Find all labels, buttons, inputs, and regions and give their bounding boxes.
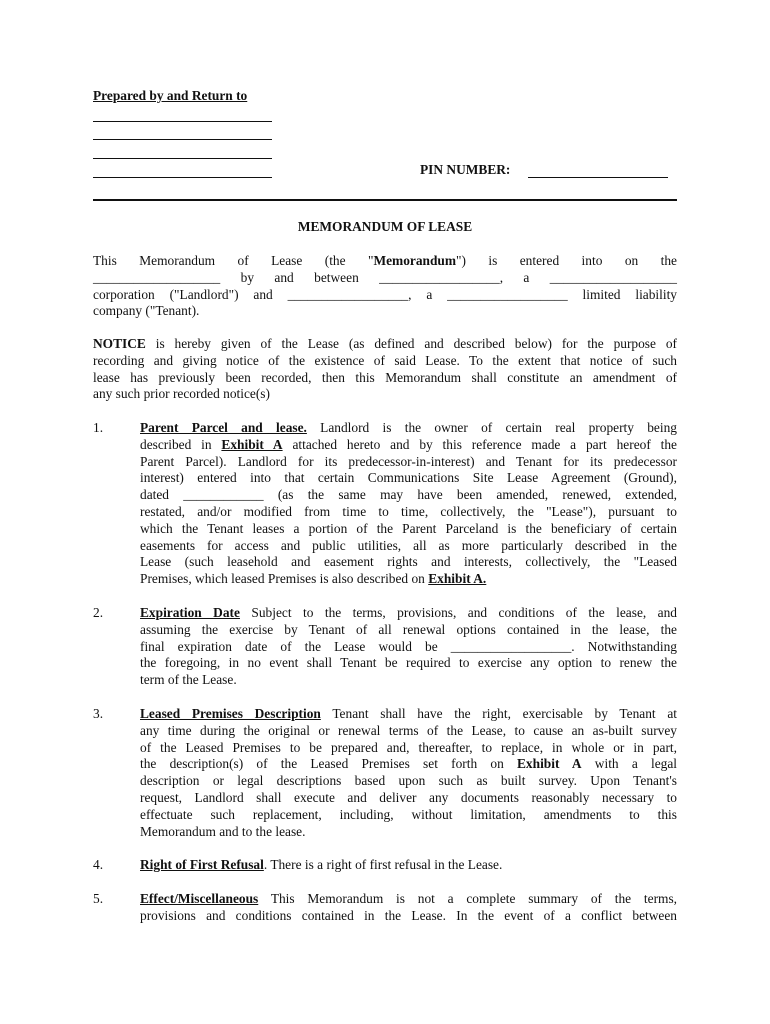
section-parent-parcel: Parent Parcel and lease. Landlord is the owner of certain real property being described in Exhibit A attached hereto and by this reference made a part hereof the Parent Parcel). Landlord for its predecessor-in-interest) and Tenant for its predecessor interest) entered into that certain Communications Site Lease Agreement (Ground), dated ____________ (as the same may have been amended, renewed, extended, restated, and/or modified from time to time, collectively, the "Lease"), pursuant to which the Tenant leases a portion of the Parent Parceland is the beneficiary of certain easements for access and public utilities, all as more particularly described in the Lease (such leasehold and easement rights and interests, collectively, the "Leased Premises, which leased Premises is also described on Exhibit A. (140, 420, 677, 587)
notice-line: NOTICE is hereby given of the Lease (as defined and described below) for the purpose of (93, 336, 677, 351)
return-to-blank-line (93, 158, 272, 159)
intro-line: This Memorandum of Lease (the "Memorandum") is entered into on the (93, 253, 677, 268)
notice-term: NOTICE (93, 336, 146, 351)
section-leased-premises: Leased Premises Description Tenant shall have the right, exercisable by Tenant at any time during the original or renewal terms of the Lease, to cause an as-built survey of the Leased Premises to be prepared and, thereafter, to replace, in whole or in part, the description(s) of the Leased Premises set forth on Exhibit A with a legal description or legal descriptions based upon such as built survey. Upon Tenant's request, Landlord shall execute and deliver any documents reasonably necessary to effectuate such replacement, including, without limitation, amendments to this Memorandum and to the lease. (140, 706, 677, 839)
memorandum-term: Memorandum (373, 253, 457, 268)
section-heading: Effect/Miscellaneous (140, 891, 259, 906)
section-right-of-first-refusal: Right of First Refusal. There is a right of first refusal in the Lease. (140, 857, 503, 872)
item-number: 1. (93, 420, 104, 435)
intro-paragraph (93, 253, 677, 320)
section-effect-miscellaneous: Effect/Miscellaneous This Memorandum is not a complete summary of the terms, provisions and conditions contained in the Lease. In the event of a conflict between (140, 891, 678, 923)
header-divider (93, 199, 677, 201)
intro-line: corporation ("Landlord") and __________________, a __________________ limited liability (93, 286, 678, 302)
section-heading: Leased Premises Description (140, 706, 321, 721)
document-title: MEMORANDUM OF LEASE (297, 219, 473, 234)
section-expiration-date: Expiration Date Subject to the terms, provisions, and conditions of the lease, and assuming the exercise by Tenant of all renewal options contained in the lease, the final expiration date of the Lease would be __________________. Notwithstanding the foregoing, in no event shall Tenant be required to exercise any option to renew the term of the Lease. (140, 605, 677, 688)
exhibit-a-reference: Exhibit A (517, 756, 582, 772)
notice-line: lease has previously been recorded, then this Memorandum shall constitute an amendment of (93, 369, 677, 385)
return-to-blank-line (93, 177, 272, 178)
intro-line: ___________________ by and between __________________, a ___________________ (93, 269, 678, 285)
exhibit-a-reference: Exhibit A (221, 436, 283, 452)
return-to-blank-line (93, 139, 272, 140)
pin-number-label: PIN NUMBER: (420, 162, 511, 177)
section-heading: Right of First Refusal (140, 857, 264, 872)
exhibit-a-reference: Exhibit A. (428, 571, 487, 587)
item-number: 5. (93, 891, 104, 906)
notice-line: any such prior recorded notice(s) (93, 386, 270, 402)
return-to-blank-line (93, 121, 272, 122)
prepared-by-heading: Prepared by and Return to (93, 88, 248, 103)
notice-line: recording and giving notice of the existence of said Lease. To the extent that notice of such (93, 352, 677, 368)
item-number: 3. (93, 706, 104, 721)
notice-paragraph (93, 336, 677, 403)
intro-line: company ("Tenant). (93, 303, 200, 319)
section-heading: Parent Parcel and lease. (140, 420, 307, 435)
pin-number-blank (528, 177, 668, 178)
section-heading: Expiration Date (140, 605, 240, 620)
item-number: 4. (93, 857, 104, 872)
item-number: 2. (93, 605, 104, 620)
